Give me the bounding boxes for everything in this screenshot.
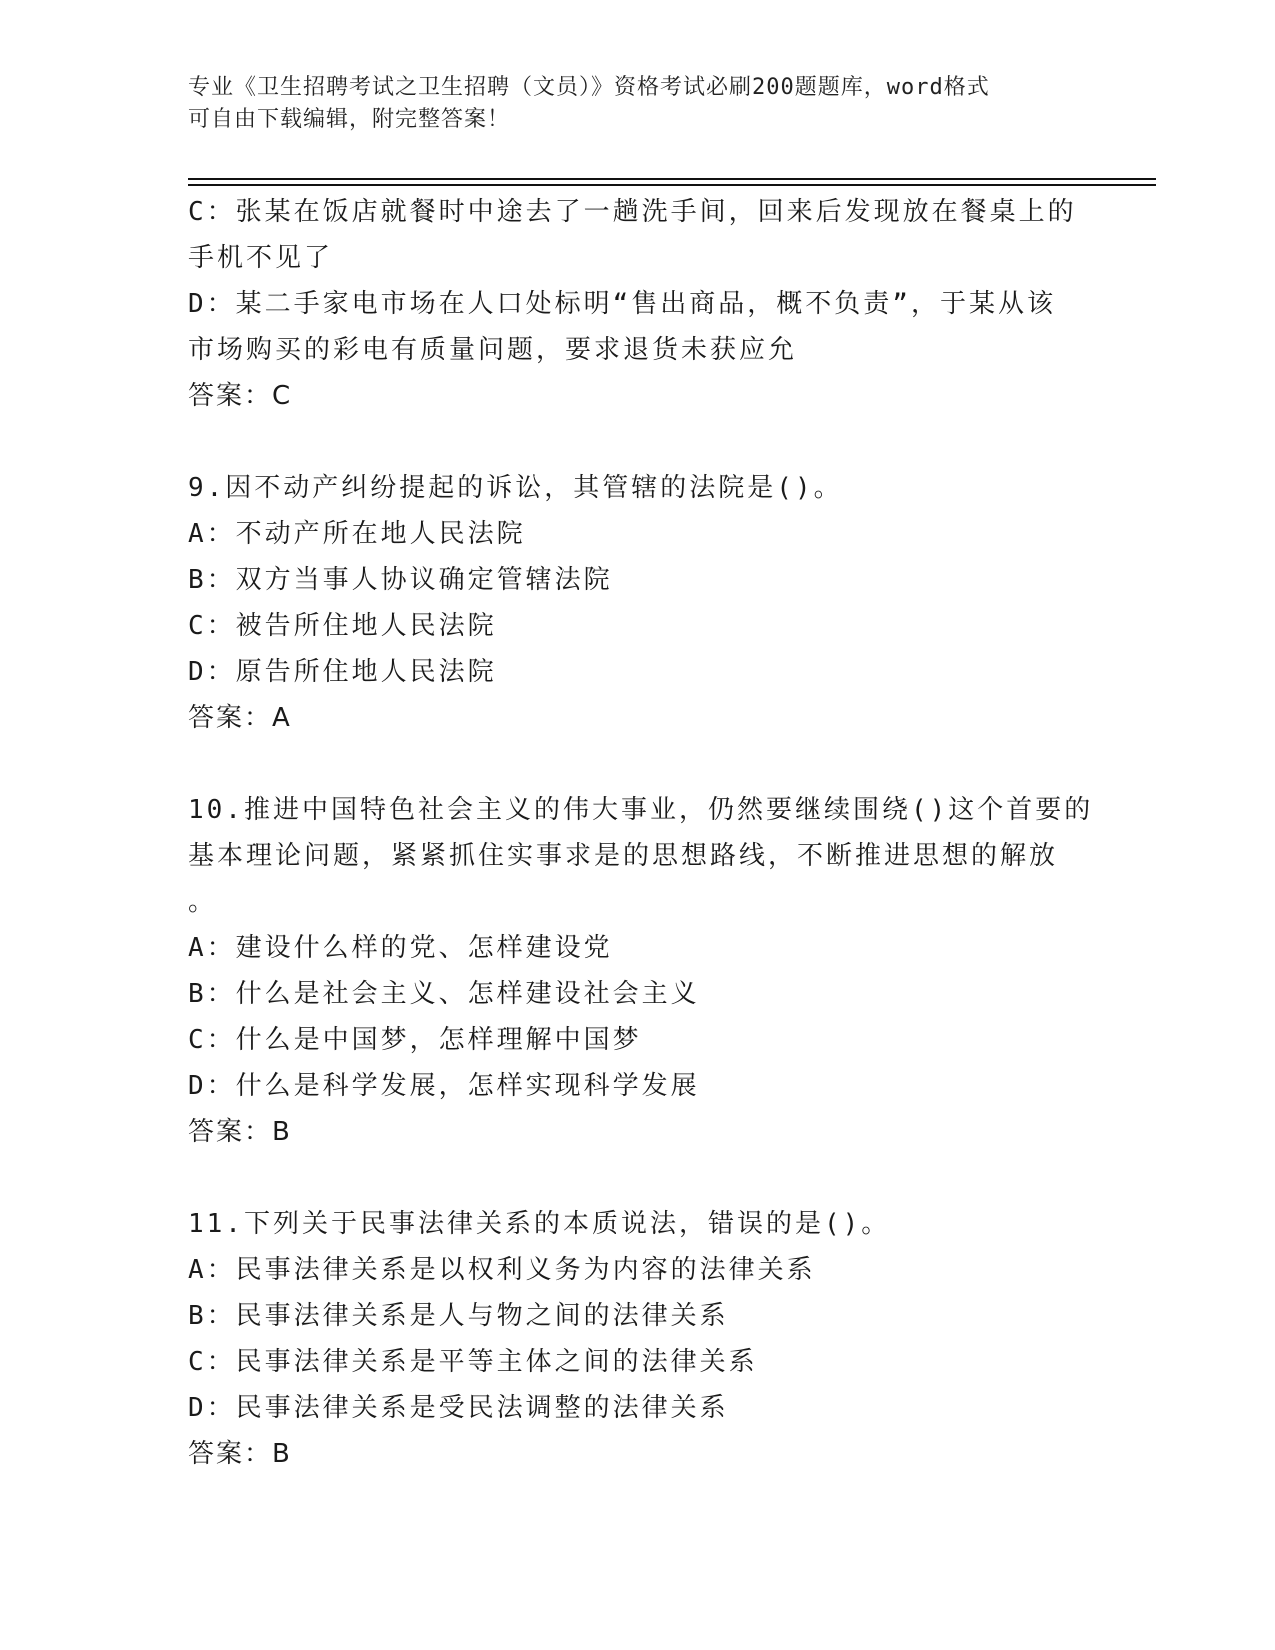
document-header [188,72,1068,136]
q10-option-b: B：什么是社会主义、怎样建设社会主义 [188,979,700,1009]
question-10 [188,787,1094,1155]
q10-stem-line-3: 。 [188,887,218,917]
q8-answer: 答案：C [188,381,293,411]
q11-option-b: B：民事法律关系是人与物之间的法律关系 [188,1301,729,1331]
q11-option-a: A：民事法律关系是以权利义务为内容的法律关系 [188,1255,816,1285]
q9-answer: 答案：A [188,703,292,733]
q10-option-d: D：什么是科学发展，怎样实现科学发展 [188,1071,700,1101]
q10-option-a: A：建设什么样的党、怎样建设党 [188,933,613,963]
q9-option-b: B：双方当事人协议确定管辖法院 [188,565,613,595]
spacer [188,419,1088,465]
question-11 [188,1201,1088,1477]
q9-option-a: A：不动产所在地人民法院 [188,519,526,549]
q10-option-c: C：什么是中国梦，怎样理解中国梦 [188,1025,642,1055]
q10-stem-line-1: 10.推进中国特色社会主义的伟大事业，仍然要继续围绕()这个首要的 [188,795,1094,825]
q10-answer: 答案：B [188,1117,292,1147]
q8-option-c-line-1: C：张某在饭店就餐时中途去了一趟洗手间，回来后发现放在餐桌上的 [188,197,1077,227]
q11-option-c: C：民事法律关系是平等主体之间的法律关系 [188,1347,758,1377]
q11-stem: 11.下列关于民事法律关系的本质说法，错误的是()。 [188,1209,891,1239]
q11-answer: 答案：B [188,1439,292,1469]
q8-option-c-line-2: 手机不见了 [188,243,334,273]
header-divider-bottom [188,184,1156,186]
question-content [188,189,1094,1477]
header-line-1: 专业《卫生招聘考试之卫生招聘（文员）》资格考试必刷200题题库，word格式 [188,75,990,100]
q9-option-c: C：被告所住地人民法院 [188,611,497,641]
spacer [188,741,1088,787]
question-9 [188,465,1088,741]
question-8-continuation [188,189,1088,419]
q8-option-d-line-1: D：某二手家电市场在人口处标明“售出商品，概不负责”，于某从该 [188,289,1056,319]
header-line-2: 可自由下载编辑，附完整答案！ [188,107,511,132]
q11-option-d: D：民事法律关系是受民法调整的法律关系 [188,1393,729,1423]
q9-stem: 9.因不动产纠纷提起的诉讼，其管辖的法院是()。 [188,473,843,503]
q10-stem-line-2: 基本理论问题，紧紧抓住实事求是的思想路线，不断推进思想的解放 [188,841,1059,871]
spacer [188,1155,1088,1201]
q9-option-d: D：原告所住地人民法院 [188,657,497,687]
header-divider-top [188,178,1156,180]
q8-option-d-line-2: 市场购买的彩电有质量问题，要求退货未获应允 [188,335,798,365]
